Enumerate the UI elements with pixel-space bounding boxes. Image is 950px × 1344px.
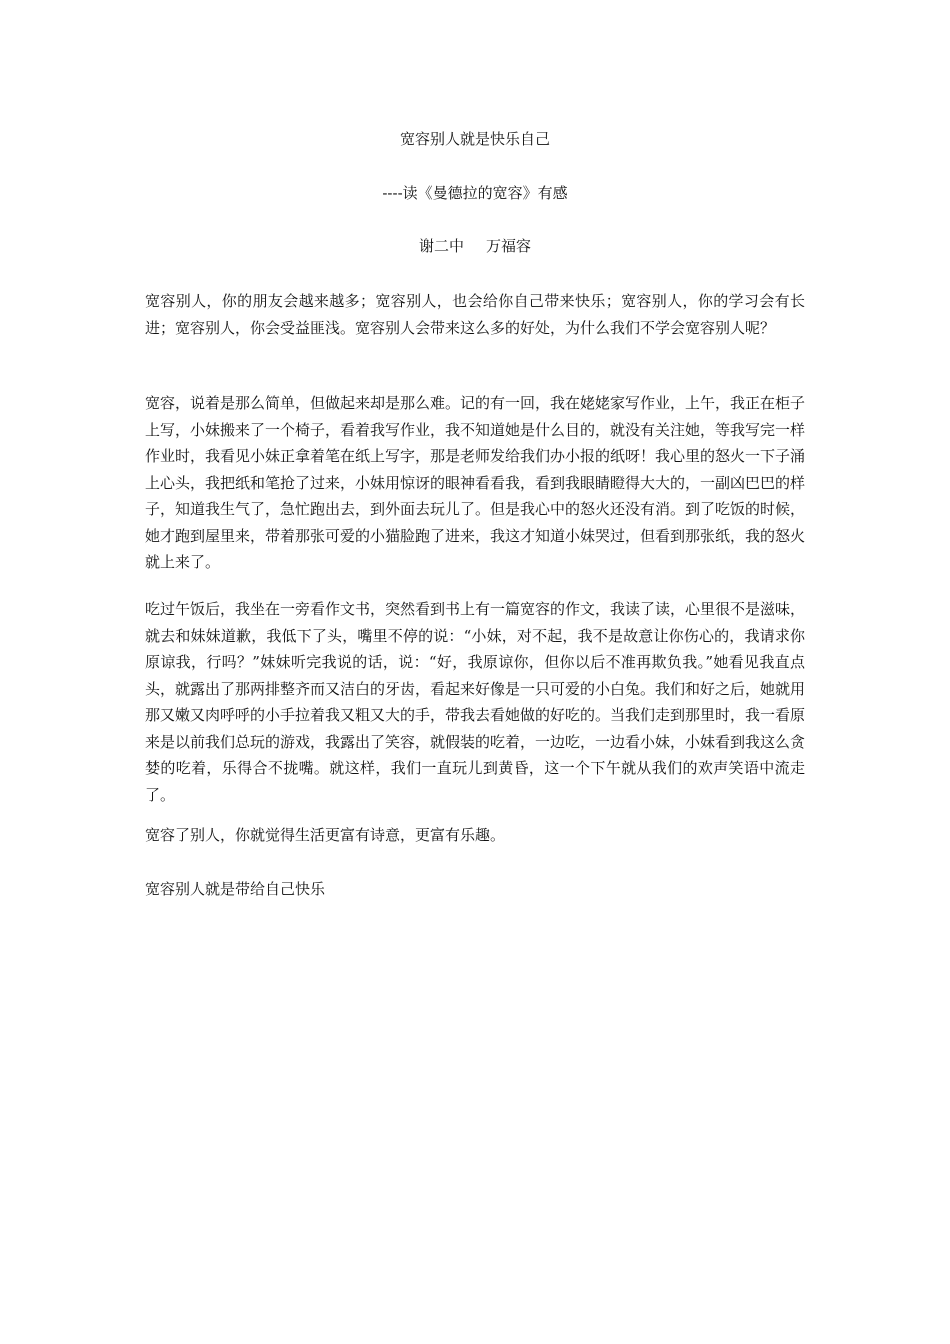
body-paragraph: 宽容，说着是那么简单，但做起来却是那么难。记的有一回，我在姥姥家写作业，上午，我正在柜子上写，小妹搬来了一个椅子，看着我写作业，我不知道她是什么目的，就没有关注她，等我写完一样作业时，我看见小妹正拿着笔在纸上写字，那是老师发给我们办小报的纸呀！我心里的怒火一下子涌上心头，我把纸和笔抢了过来，小妹用惊讶的眼神看看我，看到我眼睛瞪得大大的，一副凶巴巴的样子，知道我生气了，急忙跑出去，到外面去玩儿了。但是我心中的怒火还没有消。到了吃饭的时候，她才跑到屋里来，带着那张可爱的小猫脸跑了进来，我这才知道小妹哭过，但看到那张纸，我的怒火就上来了。 [145,394,806,571]
body-paragraph: 吃过午饭后，我坐在一旁看作文书，突然看到书上有一篇宽容的作文，我读了读，心里很不是滋味，就去和妹妹道歉，我低下了头，嘴里不停的说：“小妹，对不起，我不是故意让你伤心的，我请求你原谅我，行吗？”妹妹听完我说的话，说：“好，我原谅你，但你以后不准再欺负我。”她看见我直点头，就露出了那两排整齐而又洁白的牙齿，看起来好像是一只可爱的小白兔。我们和好之后，她就用那又嫩又肉呼呼的小手拉着我又粗又大的手，带我去看她做的好吃的。当我们走到那里时，我一看原来是以前我们总玩的游戏，我露出了笑容，就假装的吃着，一边吃，一边看小妹，小妹看到我这么贪婪的吃着，乐得合不拢嘴。就这样，我们一直玩儿到黄昏，这一个下午就从我们的欢声笑语中流走了。 [145,600,806,804]
body-paragraph: 宽容别人，你的朋友会越来越多；宽容别人，也会给你自己带来快乐；宽容别人，你的学习会有长进；宽容别人，你会受益匪浅。宽容别人会带来这么多的好处，为什么我们不学会宽容别人呢？ [145,292,805,337]
document-subtitle: ----读《曼德拉的宽容》有感 [382,184,568,202]
author-byline [0,236,950,256]
body-paragraph: 宽容了别人，你就觉得生活更富有诗意，更富有乐趣。 [145,826,506,844]
closing-line: 宽容别人就是带给自己快乐 [145,880,326,898]
document-title: 宽容别人就是快乐自己 [399,130,550,148]
author-name: 万福容 [486,237,532,255]
school-name: 谢二中 [418,237,464,255]
